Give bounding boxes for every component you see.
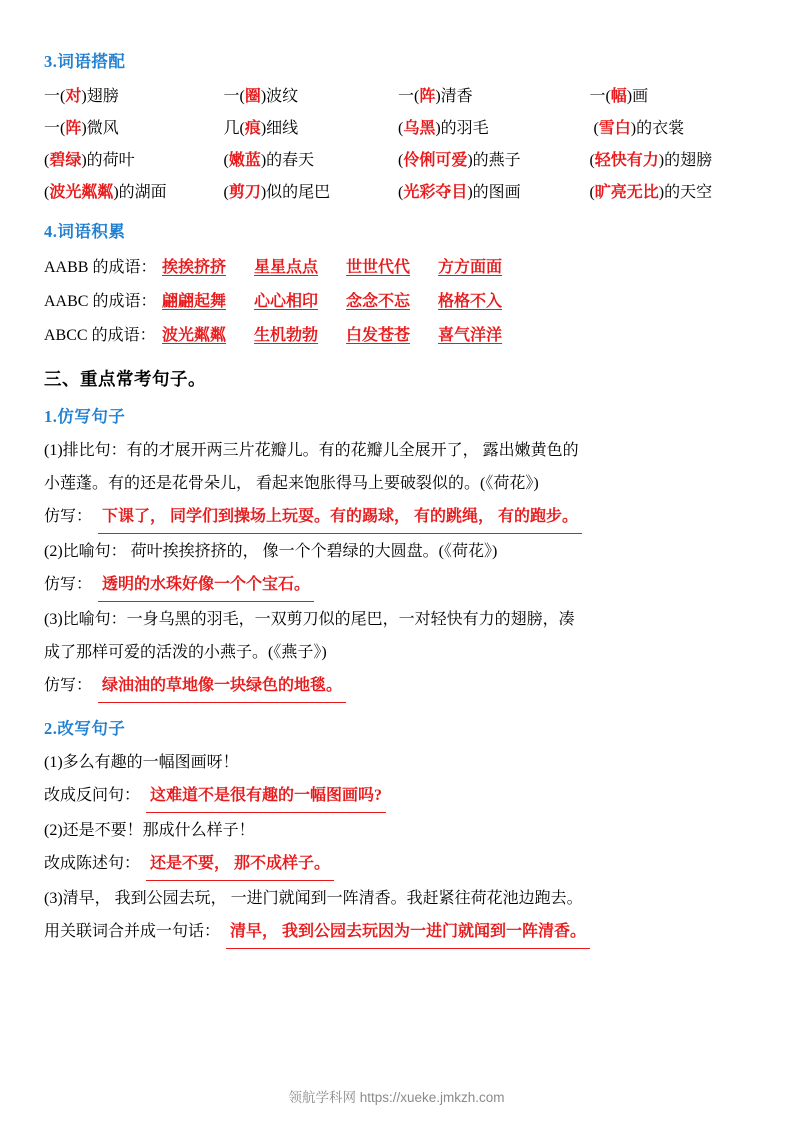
word-match-cell: [44, 114, 223, 144]
word-match-cell: [398, 82, 589, 112]
cell-keyword: 波光粼粼: [49, 184, 114, 201]
section-word-match: [44, 48, 749, 208]
cell-prefix: 几(: [223, 120, 245, 137]
answer-row: [44, 848, 749, 881]
section-sentences: [44, 366, 749, 949]
prompt-line: (2)还是不要！那成什么样子！: [44, 822, 255, 839]
cell-keyword: 光彩夺目: [403, 184, 468, 201]
accumulation-row: [44, 286, 749, 318]
cell-keyword: 阵: [419, 88, 436, 105]
cell-prefix: 一(: [223, 88, 245, 105]
accumulation-item: 念念不忘: [346, 293, 411, 310]
accumulation-label: AABB 的成语：: [44, 259, 157, 276]
word-match-row: [44, 146, 749, 176]
cell-suffix: )的荷叶: [81, 152, 135, 169]
prompt-line: (1)排比句：有的才展开两三片花瓣儿。有的花瓣儿全展开了， 露出嫩黄色的: [44, 442, 579, 459]
accumulation-item: 世世代代: [346, 259, 411, 276]
answer-label: 仿写：: [44, 508, 93, 525]
accumulation-label: ABCC 的成语：: [44, 327, 156, 344]
subsection-heading-rewrite: 2.改写句子: [44, 719, 126, 738]
word-match-cell: [589, 114, 749, 144]
accumulation-item: 方方面面: [438, 259, 503, 276]
cell-prefix: (: [223, 152, 229, 169]
cell-suffix: )微风: [81, 120, 119, 137]
cell-suffix: )翅膀: [81, 88, 119, 105]
accumulation-row: [44, 252, 749, 284]
cell-suffix: )的湖面: [113, 184, 167, 201]
cell-keyword: 阵: [65, 120, 82, 137]
cell-keyword: 幅: [610, 88, 627, 105]
cell-keyword: 乌黑: [403, 120, 436, 137]
cell-prefix: (: [397, 152, 404, 169]
cell-prefix: 一(: [44, 120, 66, 137]
accumulation-item: 格格不入: [438, 293, 503, 310]
word-match-cell: [398, 146, 589, 176]
footer-watermark: 领航学科网 https://xueke.jmkzh.com: [288, 1090, 505, 1105]
word-match-cell: [223, 82, 398, 112]
section-word-accumulation: [44, 218, 749, 352]
prompt-line: (3)清早， 我到公园去玩， 一进门就闻到一阵清香。我赶紧往荷花池边跑去。: [44, 890, 583, 907]
word-match-cell: [398, 114, 589, 144]
answer-row: [44, 916, 749, 949]
accumulation-row: [44, 320, 749, 352]
cell-suffix: )的燕子: [467, 152, 521, 169]
cell-keyword: 旷亮无比: [594, 184, 659, 201]
cell-keyword: 伶俐可爱: [403, 152, 468, 169]
answer-row: [44, 780, 749, 813]
cell-keyword: 剪刀: [228, 184, 261, 201]
cell-keyword: 对: [65, 88, 82, 105]
section-heading-sentences: 三、重点常考句子。: [44, 369, 206, 389]
cell-prefix: (: [44, 152, 50, 169]
word-match-cell: [398, 178, 589, 208]
answer-text: 这难道不是很有趣的一幅图画吗?: [146, 780, 386, 813]
cell-prefix: (: [44, 184, 50, 201]
section-heading-word-accumulation: 4.词语积累: [44, 222, 126, 241]
cell-suffix: )清香: [435, 88, 473, 105]
answer-row: [44, 569, 749, 602]
answer-text: 还是不要， 那不成样子。: [146, 848, 334, 881]
cell-prefix: (: [589, 184, 595, 201]
cell-keyword: 痕: [244, 120, 261, 137]
cell-prefix: (: [397, 184, 404, 201]
cell-keyword: 雪白: [598, 120, 631, 137]
cell-suffix: )的天空: [658, 184, 713, 201]
section-heading-word-match: 3.词语搭配: [44, 52, 126, 71]
accumulation-label: AABC 的成语：: [44, 293, 157, 310]
cell-keyword: 嫩蓝: [228, 152, 261, 169]
cell-suffix: )细线: [260, 120, 299, 137]
cell-keyword: 圈: [244, 88, 261, 105]
accumulation-item: 生机勃勃: [254, 327, 319, 344]
cell-suffix: )的翅膀: [658, 152, 713, 169]
answer-row: [44, 501, 749, 534]
accumulation-item: 心心相印: [254, 293, 319, 310]
subsection-imitate: [44, 403, 749, 703]
prompt-line: (1)多么有趣的一幅图画呀！: [44, 754, 239, 771]
accumulation-item: 波光粼粼: [162, 327, 227, 344]
accumulation-item: 星星点点: [254, 259, 319, 276]
cell-suffix: )的春天: [260, 152, 315, 169]
prompt-line: (3)比喻句：一身乌黑的羽毛，一双剪刀似的尾巴，一对轻快有力的翅膀，凑: [44, 611, 575, 628]
cell-prefix: 一(: [589, 88, 611, 105]
answer-text: 绿油油的草地像一块绿色的地毯。: [98, 670, 346, 703]
word-match-cell: [44, 82, 223, 112]
answer-text: 下课了， 同学们到操场上玩耍。有的踢球， 有的跳绳， 有的跑步。: [98, 501, 582, 534]
cell-prefix: (: [593, 120, 599, 137]
word-match-cell: [223, 146, 398, 176]
answer-label: 改成陈述句：: [44, 855, 141, 872]
cell-prefix: 一(: [44, 88, 66, 105]
word-match-row: [44, 178, 749, 208]
cell-prefix: (: [223, 184, 229, 201]
accumulation-item: 翩翩起舞: [162, 293, 227, 310]
subsection-heading-imitate: 1.仿写句子: [44, 407, 126, 426]
word-match-cell: [589, 82, 749, 112]
cell-keyword: 碧绿: [49, 152, 82, 169]
prompt-line: 成了那样可爱的活泼的小燕子。(《燕子》): [44, 644, 327, 661]
word-match-cell: [44, 178, 223, 208]
accumulation-item: 挨挨挤挤: [162, 259, 227, 276]
word-match-cell: [223, 114, 398, 144]
cell-suffix: )的图画: [467, 184, 521, 201]
cell-prefix: 一(: [397, 88, 420, 105]
cell-suffix: )画: [626, 88, 649, 105]
word-match-row: [44, 82, 749, 112]
answer-text: 透明的水珠好像一个个宝石。: [98, 569, 314, 602]
answer-label: 用关联词合并成一句话：: [44, 923, 221, 940]
cell-suffix: )的衣裳: [630, 120, 685, 137]
cell-keyword: 轻快有力: [594, 152, 659, 169]
answer-row: [44, 670, 749, 703]
answer-label: 改成反问句：: [44, 787, 141, 804]
word-match-cell: [223, 178, 398, 208]
word-match-cell: [589, 178, 749, 208]
accumulation-item: 白发苍苍: [346, 327, 411, 344]
word-match-row: [44, 114, 749, 144]
prompt-line: (2)比喻句： 荷叶挨挨挤挤的， 像一个个碧绿的大圆盘。(《荷花》): [44, 543, 498, 560]
prompt-line: 小莲蓬。有的还是花骨朵儿， 看起来饱胀得马上要破裂似的。(《荷花》): [44, 475, 539, 492]
cell-prefix: (: [397, 120, 404, 137]
accumulation-item: 喜气洋洋: [438, 327, 503, 344]
answer-label: 仿写：: [44, 677, 93, 694]
answer-label: 仿写：: [44, 576, 93, 593]
answer-text: 清早， 我到公园去玩因为一进门就闻到一阵清香。: [226, 916, 590, 949]
cell-prefix: (: [589, 152, 595, 169]
subsection-rewrite: [44, 715, 749, 949]
cell-suffix: )似的尾巴: [260, 184, 331, 201]
word-match-cell: [44, 146, 223, 176]
cell-suffix: )的羽毛: [435, 120, 489, 137]
word-match-cell: [589, 146, 749, 176]
cell-suffix: )波纹: [260, 88, 299, 105]
